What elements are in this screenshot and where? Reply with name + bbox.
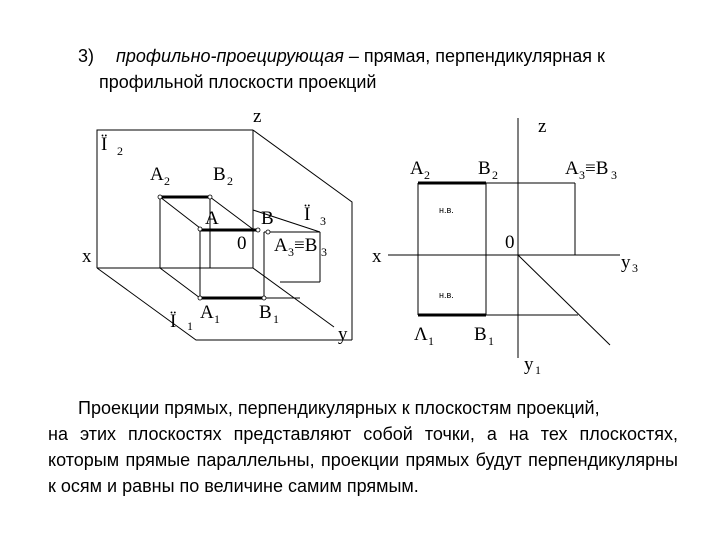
- label-y1: y: [524, 354, 534, 375]
- label-a: A: [205, 208, 219, 229]
- label-plane-p2: Ï: [101, 134, 108, 155]
- label-b3: ≡B: [294, 235, 318, 256]
- label-zero-right: 0: [505, 232, 515, 253]
- label-a2-right-sub: 2: [424, 168, 430, 182]
- label-x-right: x: [372, 246, 382, 267]
- label-y: y: [338, 324, 348, 345]
- label-a1-right: Λ: [414, 324, 428, 345]
- paragraph-line1: Проекции прямых, перпендикулярных к плоскостям проекций,: [78, 398, 600, 418]
- label-b1: B: [259, 302, 272, 323]
- label-b2: B: [213, 164, 226, 185]
- label-z: z: [253, 106, 262, 127]
- label-b: B: [261, 208, 274, 229]
- heading-line2: профильной плоскости проекций: [99, 72, 377, 92]
- label-plane-p1: Ï: [170, 311, 177, 332]
- heading-term: профильно-проецирующая: [116, 46, 344, 66]
- label-b3-right: ≡B: [585, 158, 609, 179]
- label-y3: y: [621, 252, 631, 273]
- label-b1-sub: 1: [273, 312, 279, 326]
- point-b: [256, 228, 260, 232]
- point-a2: [158, 195, 162, 199]
- label-a2-sub: 2: [164, 174, 170, 188]
- label-true-length-bottom: н.в.: [439, 290, 454, 300]
- point-b1: [262, 296, 266, 300]
- label-plane-p1-sub: 1: [187, 319, 193, 333]
- label-x: x: [82, 246, 92, 267]
- label-plane-p3: Ï: [304, 204, 311, 225]
- label-b3-right-sub: 3: [611, 168, 617, 182]
- point-a3b3: [266, 230, 270, 234]
- point-a: [198, 227, 202, 231]
- item-number: 3): [78, 46, 95, 66]
- explanation-paragraph: [48, 395, 678, 499]
- label-a3-right-sub: 3: [579, 168, 585, 182]
- label-a1: A: [200, 302, 214, 323]
- label-plane-p3-sub: 3: [320, 214, 326, 228]
- label-a3-right: A: [565, 158, 579, 179]
- label-plane-p2-sub: 2: [117, 144, 123, 158]
- epure-diagram: [388, 118, 620, 358]
- epure-labels: [372, 116, 638, 377]
- label-y1-sub: 1: [535, 363, 541, 377]
- paragraph-rest: на этих плоскостях представляют собой точки, а на тех плоскостях, которым прямые параллельны, проекции прямых будут перпендикулярны к осям и равны по величине самим прямым.: [48, 424, 678, 496]
- label-y3-sub: 3: [632, 261, 638, 275]
- label-b3-sub: 3: [321, 245, 327, 259]
- proj-line-ax-a1: [160, 268, 200, 298]
- label-a2-right: A: [410, 158, 424, 179]
- label-a1-right-sub: 1: [428, 334, 434, 348]
- plane-p1-outline: [97, 268, 352, 340]
- label-a3-sub: 3: [288, 245, 294, 259]
- label-zero: 0: [237, 233, 247, 254]
- point-a1: [198, 296, 202, 300]
- proj-line-a2-a: [160, 197, 200, 228]
- diagonal-45: [518, 255, 610, 345]
- label-b2-sub: 2: [227, 174, 233, 188]
- axonometric-labels: [82, 106, 348, 345]
- label-true-length-top: н.в.: [439, 205, 454, 215]
- label-z-right: z: [538, 116, 547, 137]
- label-a1-sub: 1: [214, 312, 220, 326]
- heading-rest: – прямая, перпендикулярная к: [343, 46, 605, 66]
- label-b2-right: B: [478, 158, 491, 179]
- point-b2: [208, 195, 212, 199]
- label-b1-right: B: [474, 324, 487, 345]
- label-a2: A: [150, 164, 164, 185]
- label-b2-right-sub: 2: [492, 168, 498, 182]
- label-b1-right-sub: 1: [488, 334, 494, 348]
- label-a3: A: [274, 235, 288, 256]
